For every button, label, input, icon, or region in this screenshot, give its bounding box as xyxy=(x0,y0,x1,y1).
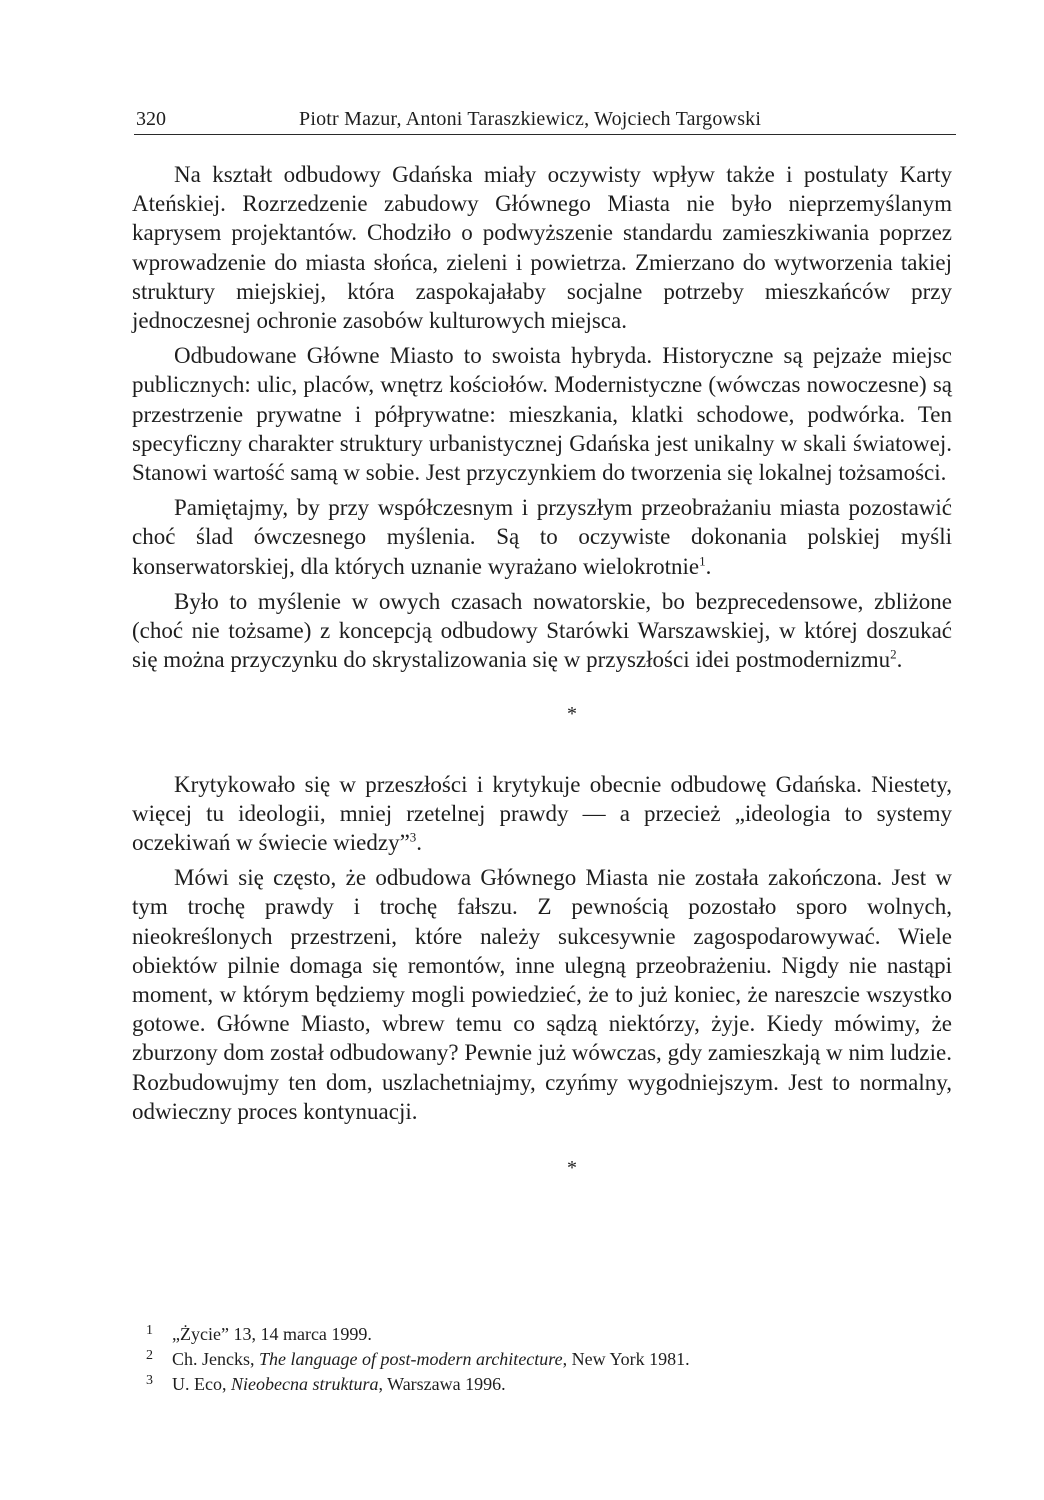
footnote: 2 Ch. Jencks, The language of post-modern architecture, New York 1981. xyxy=(146,1347,926,1372)
paragraph: Krytykowało się w przeszłości i krytykuje obecnie odbudowę Gdańska. Niestety, więcej tu ideologii, mniej rzetelnej prawdy — a przecież „ideologia to systemy oczekiwań w świecie wiedzy”$^3$. xyxy=(132,771,952,856)
section-separator: * xyxy=(567,703,577,726)
footnote-number: 1 xyxy=(146,1323,153,1338)
paragraph: Mówi się często, że odbudowa Głównego Miasta nie została zakończona. Jest w tym trochę prawdy i trochę fałszu. Z pewnością pozostało sporo wolnych, nieokreślonych przestrzeni, które należy sukcesywnie zagospodarowywać. Wiele obiektów pilnie domaga się remontów, inne ulegną przeobrażeniu. Nigdy nie nastąpi moment, w którym będziemy mogli powiedzieć, że to już koniec, że nareszcie wszystko gotowe. Główne Miasto, wbrew temu co sądzą niektórzy, żyje. Kiedy mówimy, że zburzony dom został odbudowany? Pewnie już wówczas, gdy zamieszkają w nim ludzie. Rozbudowujmy ten dom, uszlachetniajmy, czyńmy wygodniejszym. Jest to normalny, odwieczny proces kontynuacji. xyxy=(132,865,952,1124)
footnote-title: Nieobecna struktura xyxy=(230,1374,379,1394)
footnotes xyxy=(146,1322,926,1397)
paragraph: Odbudowane Główne Miasto to swoista hybryda. Historyczne są pejzaże miejsc publicznych: ulic, placów, wnętrz kościołów. Modernistyczne (wówczas nowoczesne) są przestrzenie prywatne i półprywatne: mieszkania, klatki schodowe, podwórka. Ten specyficzny charakter struktury urbanistycznej Gdańska jest unikalny w skali światowej. Stanowi wartość samą w sobie. Jest przyczynkiem do tworzenia się lokalnej tożsamości. xyxy=(132,343,952,486)
footnote-ref[interactable]: 2 xyxy=(890,646,897,662)
footnote-ref[interactable]: 1 xyxy=(699,552,706,568)
page-number: 320 xyxy=(136,108,166,130)
footnote-title: The language of post-modern architecture xyxy=(259,1349,563,1369)
footnote-number: 3 xyxy=(146,1373,153,1388)
section-separator: * xyxy=(567,1157,577,1180)
paragraph: Pamiętajmy, by przy współczesnym i przyszłym przeobrażaniu miasta pozostawić choć ślad ówczesnego myślenia. Są to oczywiste dokonania polskiej myśli konserwatorskiej, dla których uznanie wyrażano wielokrotnie$^1$. xyxy=(132,495,952,579)
footnote: 1 „Życie” 13, 14 marca 1999. xyxy=(146,1322,926,1347)
body-text xyxy=(132,160,952,1183)
footnote-ref[interactable]: 3 xyxy=(409,829,417,845)
footnote: 3 U. Eco, Nieobecna struktura, Warszawa 1996. xyxy=(146,1372,926,1397)
paragraph: Było to myślenie w owych czasach nowatorskie, bo bezprecedensowe, zbliżone (choć nie tożsame) z koncepcją odbudowy Starówki Warszawskiej, w której doszukać się można przyczynku do skrystalizowania się w przyszłości idei postmodernizmu$^2$. xyxy=(132,588,952,673)
running-head xyxy=(134,100,956,135)
paragraph: Na kształt odbudowy Gdańska miały oczywisty wpływ także i postulaty Karty Ateńskiej. Rozrzedzenie zabudowy Głównego Miasta nie było nieprzemyślanym kaprysem projektantów. Chodziło o podwyższenie standardu zamieszkiwania poprzez wprowadzenie do miasta słońca, zieleni i powietrza. Zmierzano do wytworzenia takiej struktury miejskiej, która zaspokajałaby socjalne potrzeby mieszkańców przy jednoczesnej ochronie zasobów kulturowych miejsca. xyxy=(132,162,952,334)
footnote-number: 2 xyxy=(146,1348,153,1363)
running-head-authors: Piotr Mazur, Antoni Taraszkiewicz, Wojciech Targowski xyxy=(299,108,762,130)
